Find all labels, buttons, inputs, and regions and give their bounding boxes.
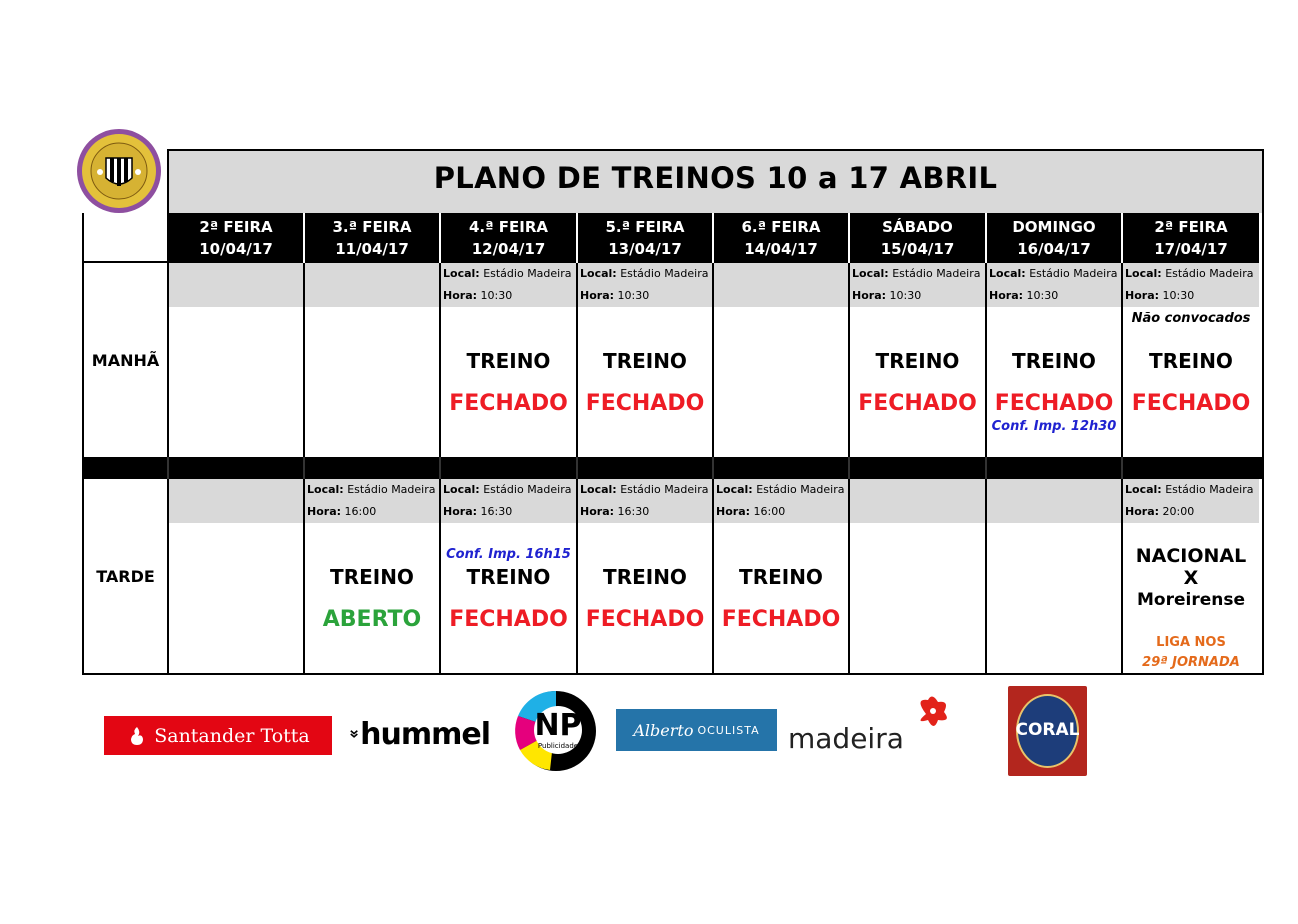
session-type: TREINO <box>875 349 960 373</box>
separator-divider <box>167 457 169 479</box>
session-status: FECHADO <box>858 391 977 416</box>
session-status: FECHADO <box>1131 391 1251 416</box>
session-info <box>850 263 985 307</box>
session-status: FECHADO <box>721 607 841 632</box>
session-time: Hora: 10:30 <box>1125 289 1195 302</box>
session-time: Hora: 16:30 <box>443 505 513 518</box>
afternoon-cell <box>441 479 578 673</box>
session-type: TREINO <box>1012 349 1096 373</box>
session-info <box>441 263 576 307</box>
session-info <box>987 263 1121 307</box>
coral-text: CORAL <box>1015 720 1080 740</box>
session-status: FECHADO <box>994 391 1114 416</box>
session-info <box>441 479 576 523</box>
day-name: 2ª FEIRA <box>1154 218 1228 236</box>
training-plan <box>82 149 1262 676</box>
separator-divider <box>985 457 987 479</box>
day-date: 15/04/17 <box>880 240 955 258</box>
day-date: 14/04/17 <box>744 240 818 258</box>
madeira-text: madeira <box>788 722 904 755</box>
separator-row <box>84 457 1262 479</box>
session-type: TREINO <box>466 349 551 373</box>
separator-divider <box>1121 457 1123 479</box>
session-info <box>850 479 985 523</box>
morning-cell <box>169 263 305 457</box>
session-type: TREINO <box>330 565 414 589</box>
session-type: TREINO <box>739 565 823 589</box>
morning-cell <box>987 263 1123 457</box>
match-round: 29ª JORNADA <box>1142 655 1240 670</box>
morning-cell <box>850 263 987 457</box>
afternoon-cell <box>714 479 850 673</box>
madeira-logo <box>788 694 954 760</box>
session-time: Hora: 10:30 <box>989 289 1059 302</box>
session-info <box>305 479 439 523</box>
session-status: ABERTO <box>322 607 422 632</box>
session-location: Local: Estádio Madeira <box>716 483 845 496</box>
np-text: NP <box>534 708 582 743</box>
morning-label: MANHÃ <box>84 263 169 457</box>
afternoon-cell <box>987 479 1123 673</box>
session-status: FECHADO <box>585 607 705 632</box>
chevron-logo-icon <box>350 723 358 745</box>
hummel-text: hummel <box>360 716 490 752</box>
session-note: Não convocados <box>1131 311 1251 326</box>
day-name: DOMINGO <box>1012 218 1096 236</box>
session-status: FECHADO <box>449 391 568 416</box>
flame-icon <box>126 725 148 747</box>
day-date: 11/04/17 <box>335 240 409 258</box>
club-crest-icon <box>76 128 162 214</box>
session-info <box>169 263 303 307</box>
day-header <box>169 213 305 263</box>
session-info <box>305 263 439 307</box>
day-header <box>714 213 850 263</box>
sponsor-bar <box>0 686 1298 786</box>
alberto-oculista-logo <box>616 709 777 751</box>
session-info <box>1123 263 1259 307</box>
hummel-logo <box>350 714 490 754</box>
morning-cell <box>714 263 850 457</box>
title-bar <box>167 149 1264 213</box>
session-type: TREINO <box>1149 349 1233 373</box>
afternoon-cell <box>1123 479 1259 673</box>
session-location: Local: Estádio Madeira <box>1125 267 1254 280</box>
header-blank <box>84 213 169 263</box>
morning-cell <box>1123 263 1259 457</box>
day-header <box>578 213 714 263</box>
session-time: Hora: 16:00 <box>307 505 377 518</box>
session-info <box>987 479 1121 523</box>
afternoon-label: TARDE <box>84 479 169 673</box>
alberto-text: Alberto <box>633 720 694 740</box>
session-status: FECHADO <box>449 607 568 632</box>
afternoon-cell <box>850 479 987 673</box>
session-info <box>1123 479 1259 523</box>
day-date: 17/04/17 <box>1154 240 1228 258</box>
day-date: 16/04/17 <box>1017 240 1091 258</box>
session-time: Hora: 10:30 <box>580 289 650 302</box>
session-location: Local: Estádio Madeira <box>1125 483 1254 496</box>
session-type: TREINO <box>466 565 551 589</box>
match-vs: X <box>1183 567 1199 589</box>
session-time: Hora: 10:30 <box>443 289 513 302</box>
afternoon-cell <box>169 479 305 673</box>
session-type: TREINO <box>603 349 687 373</box>
day-header <box>987 213 1123 263</box>
session-location: Local: Estádio Madeira <box>580 267 709 280</box>
session-note: Conf. Imp. 12h30 <box>991 419 1117 434</box>
match-away: Moreirense <box>1136 590 1245 610</box>
separator-divider <box>712 457 714 479</box>
day-header <box>441 213 578 263</box>
santander-logo <box>104 716 332 755</box>
session-note: Conf. Imp. 16h15 <box>446 547 571 562</box>
coral-logo <box>1008 686 1087 776</box>
day-name: 6.ª FEIRA <box>741 218 821 236</box>
np-sub-text: Publicidade <box>537 742 579 750</box>
day-name: SÁBADO <box>882 218 953 236</box>
day-header <box>305 213 441 263</box>
separator-divider <box>576 457 578 479</box>
day-name: 4.ª FEIRA <box>468 218 549 236</box>
session-time: Hora: 10:30 <box>852 289 922 302</box>
day-date: 13/04/17 <box>608 240 682 258</box>
page-title: PLANO DE TREINOS 10 a 17 ABRIL <box>433 161 998 195</box>
day-header <box>1123 213 1259 263</box>
santander-text: Santander Totta <box>154 724 310 747</box>
session-location: Local: Estádio Madeira <box>989 267 1118 280</box>
schedule-grid <box>82 213 1264 675</box>
session-location: Local: Estádio Madeira <box>580 483 709 496</box>
session-time: Hora: 16:00 <box>716 505 786 518</box>
session-info <box>714 479 848 523</box>
match-league: LIGA NOS <box>1156 635 1226 650</box>
separator-divider <box>848 457 850 479</box>
session-info <box>714 263 848 307</box>
match-home: NACIONAL <box>1135 545 1247 567</box>
morning-cell <box>578 263 714 457</box>
session-time: Hora: 20:00 <box>1125 505 1195 518</box>
afternoon-cell <box>578 479 714 673</box>
session-location: Local: Estádio Madeira <box>443 483 572 496</box>
session-type: TREINO <box>603 565 687 589</box>
separator-divider <box>303 457 305 479</box>
session-time: Hora: 16:30 <box>580 505 650 518</box>
flower-icon <box>906 694 954 734</box>
session-info <box>169 479 303 523</box>
oculista-text: OCULISTA <box>697 723 760 737</box>
afternoon-cell <box>305 479 441 673</box>
session-info <box>578 479 712 523</box>
session-location: Local: Estádio Madeira <box>443 267 572 280</box>
day-date: 10/04/17 <box>199 240 273 258</box>
day-date: 12/04/17 <box>471 240 546 258</box>
session-status: FECHADO <box>585 391 705 416</box>
np-logo <box>506 688 604 774</box>
session-location: Local: Estádio Madeira <box>852 267 981 280</box>
day-name: 2ª FEIRA <box>199 218 273 236</box>
day-name: 5.ª FEIRA <box>605 218 685 236</box>
day-header <box>850 213 987 263</box>
morning-cell <box>305 263 441 457</box>
session-location: Local: Estádio Madeira <box>307 483 436 496</box>
session-info <box>578 263 712 307</box>
morning-cell <box>441 263 578 457</box>
separator-divider <box>439 457 441 479</box>
day-name: 3.ª FEIRA <box>332 218 412 236</box>
